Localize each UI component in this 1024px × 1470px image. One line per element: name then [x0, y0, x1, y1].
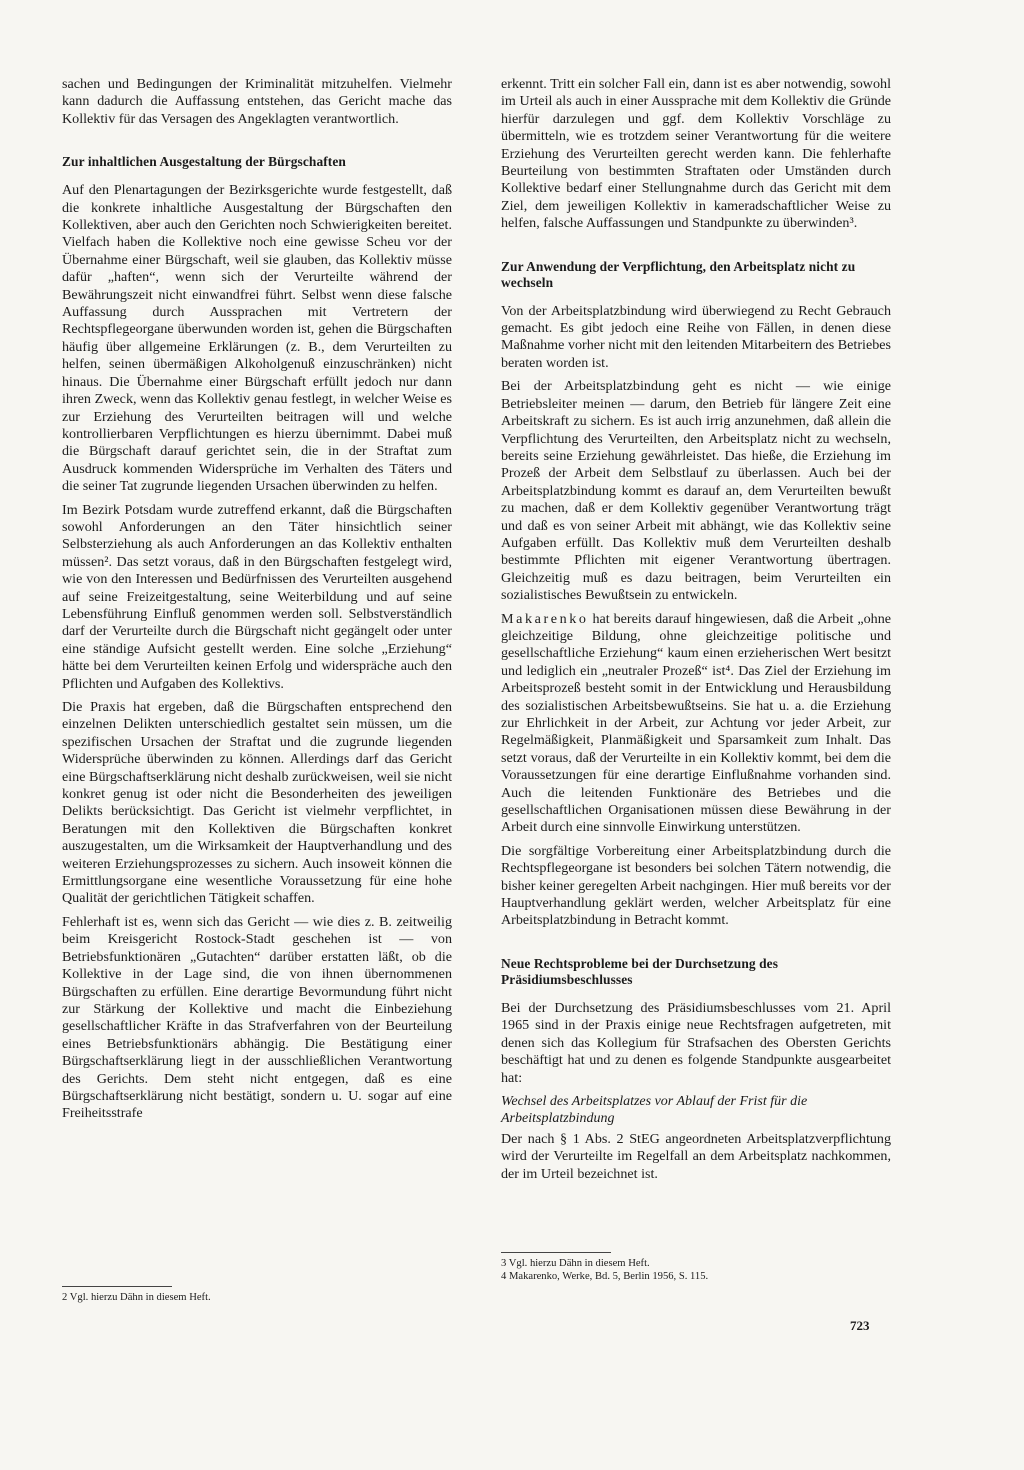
- author-name: Makarenko: [501, 610, 589, 627]
- page-number: 723: [850, 1318, 870, 1333]
- footnote: 2 Vgl. hierzu Dähn in diesem Heft.: [62, 1292, 211, 1303]
- sub-heading: Wechsel des Arbeitsplatzes vor Ablauf der Frist für die Arbeitsplatzbindung: [501, 1093, 808, 1126]
- paragraph: Von der Arbeitsplatzbindung wird überwiegend zu Recht Gebrauch gemacht. Es gibt jedoch eine Reihe von Fällen, in denen diese Maßnahme vorher nicht mit den leitenden Mitarbeitern des Betriebes beraten worden ist.: [501, 302, 891, 371]
- paragraph: Auf den Plenartagungen der Bezirksgerichte wurde festgestellt, daß die konkrete inhaltliche Ausgestaltung der Bürgschaften den Kollektiven, aber auch den Gerichten noch Schwierigkeiten bereitet. Vielfach haben die Kollektive noch eine gewisse Scheu vor der Übernahme einer Bürgschaft, weil sie glauben, das Kollektiv müsse dafür „haften“, wenn sich der Verurteilte während der Bewährungszeit nicht einwandfrei führt. Selbst wenn diese falsche Auffassung durch Aussprachen mit Vertretern der Rechtspflegeorgane überwunden worden ist, gehen die Bürgschaften häufig über allgemeine Erklärungen (z. B., dem Verurteilten zu helfen, seinen übermäßigen Alkoholgenuß einzuschränken) nicht hinaus. Die Übernahme einer Bürgschaft erfüllt jedoch nur dann ihren Zweck, wenn das Kollektiv genau festlegt, in welcher Weise es zur Erziehung des Verurteilten beitragen will und welche kontrollierbaren Verpflichtungen es hierzu übernimmt. Dabei muß die Bürgschaft darauf gerichtet sein, die in der Straftat zum Ausdruck kommenden Widersprüche im Verhalten des Täters und die seiner Tat zugrunde liegenden Ursachen überwinden zu helfen.: [62, 182, 452, 495]
- footnote: 4 Makarenko, Werke, Bd. 5, Berlin 1956, S. 115.: [501, 1271, 709, 1282]
- paragraph: Bei der Durchsetzung des Präsidiumsbeschlusses vom 21. April 1965 sind in der Praxis einige neue Rechtsfragen aufgetreten, mit denen sich das Kollegium für Strafsachen des Obersten Gerichts beschäftigt hat und zu denen es folgende Standpunkte ausgearbeitet hat:: [501, 999, 891, 1086]
- paragraph: Bei der Arbeitsplatzbindung geht es nicht — wie einige Betriebsleiter meinen — darum, den Betrieb für längere Zeit eine Arbeitskraft zu sichern. Es ist auch irrig anzunehmen, daß allein die Verpflichtung des Verurteilten, den Arbeitsplatz nicht zu wechseln, bereits seine Erziehung gewährleistet. Das hieße, die Erziehung im Prozeß der Arbeit dem Selbstlauf zu überlassen. Auch bei der Arbeitsplatzbindung kommt es darauf an, dem Verurteilten bewußt zu machen, daß er dem Kollektiv gegenüber Verantwortung trägt und daß es von seiner Arbeit mit abhängt, wie das Kollektiv seine Aufgaben erfüllt. Das Kollektiv muß dem Verurteilten deshalb bestimmte Pflichten mit eigener Verantwortung übertragen. Gleichzeitig muß es dazu beitragen, beim Verurteilten ein sozialistisches Bewußtsein zu entwickeln.: [501, 378, 891, 604]
- paragraph: Die Praxis hat ergeben, daß die Bürgschaften entsprechend den einzelnen Delikten unterschiedlich gestaltet sein müssen, um die spezifischen Ursachen der Straftat und die zugrunde liegenden Widersprüche überwinden zu können. Allerdings darf das Gericht eine Bürgschaftserklärung nicht deshalb zurückweisen, weil sie nicht konkret genug ist oder nicht die Besonderheiten des jeweiligen Delikts berücksichtigt. Das Gericht ist vielmehr verpflichtet, in Beratungen mit den Kollektiven die Bürgschaften konkret auszugestalten, um die Wirksamkeit der Hauptverhandlung und des weiteren Erziehungsprozesses zu sichern. Auch insoweit können die Ermittlungsorgane eine wesentliche Voraussetzung für eine hohe Qualität der gerichtlichen Tätigkeit schaffen.: [62, 699, 452, 907]
- footnote-rule: [62, 1286, 172, 1287]
- right-column: [501, 76, 891, 1189]
- paragraph: Im Bezirk Potsdam wurde zutreffend erkannt, daß die Bürgschaften sowohl Anforderungen an den Täter hinsichtlich seiner Selbsterziehung als auch Anforderungen an das Kollektiv enthalten müssen². Das setzt voraus, daß in den Bürgschaften festgelegt wird, wie von den Interessen und Bedürfnissen des Verurteilten ausgehend auf seine Freizeitgestaltung, seine Weiterbildung und auf seine Lebensführung Einfluß genommen werden soll. Selbstverständlich darf der Verurteilte durch die Bürgschaft nicht gegängelt oder unter eine ständige Aufsicht gestellt werden. Eine solche „Erziehung“ hätte bei dem Verurteilten keinen Erfolg und widerspräche auch den Pflichten und Aufgaben des Kollektivs.: [62, 501, 452, 692]
- section-heading: Zur inhaltlichen Ausgestaltung der Bürgschaften: [62, 154, 346, 170]
- paragraph: erkennt. Tritt ein solcher Fall ein, dann ist es aber notwendig, sowohl im Urteil als auch in einer Aussprache mit dem Kollektiv die Gründe hierfür darzulegen und ggf. dem Kollektiv Vorschläge zu übermitteln, wie es trotzdem seiner Verantwortung für die weitere Erziehung des Verurteilten gerecht werden kann. Die fehlerhafte Beurteilung von bestimmten Straftaten oder Umständen durch Kollektive bedarf einer Stellungnahme durch das Gericht mit dem Ziel, dem jeweiligen Kollektiv in kameradschaftlicher Weise zu helfen, falsche Auffassungen und Standpunkte zu überwinden³.: [501, 76, 891, 232]
- paragraph: Fehlerhaft ist es, wenn sich das Gericht — wie dies z. B. zeitweilig beim Kreisgericht Rostock-Stadt geschehen ist — von Betriebsfunktionären „Gutachten“ darüber erstatten läßt, ob die Kollektive in der Lage sind, die von ihnen übernommenen Bürgschaften zu erfüllen. Eine derartige Bevormundung führt nicht zur Stärkung der Kollektive und macht die Einbeziehung gesellschaftlicher Kräfte in das Strafverfahren von der Beurteilung eines Betriebsfunktionärs abhängig. Die Bestätigung einer Bürgschaftserklärung liegt in der ausschließlichen Verantwortung des Gerichts. Dem steht nicht entgegen, daß es eine Bürgschaftserklärung nicht bestätigt, sondern u. U. sogar auf eine Freiheitsstrafe: [62, 913, 452, 1122]
- footnotes-left: [62, 1286, 452, 1304]
- footnote-rule: [501, 1252, 611, 1253]
- footnote: 3 Vgl. hierzu Dähn in diesem Heft.: [501, 1258, 650, 1269]
- paragraph: Der nach § 1 Abs. 2 StEG angeordneten Arbeitsplatzverpflichtung wird der Verurteilte im Regelfall an dem Arbeitsplatz nachkommen, der im Urteil bezeichnet ist.: [501, 1130, 891, 1182]
- paragraph-text: hat bereits darauf hingewiesen, daß die Arbeit „ohne gleichzeitige Bildung, ohne gleichzeitige politische und gesellschaftliche Erziehung“ kaum einen erzieherischen Wert besitzt und lediglich ein „neutraler Prozeß“ ist⁴. Das Ziel der Erziehung im Arbeitsprozeß besteht somit in der Entwicklung und Herausbildung des sozialistischen Arbeitsbewußtseins. Sie hat u. a. die Erziehung zur Ehrlichkeit in der Arbeit, zur Achtung vor jeder Arbeit, zur Regelmäßigkeit, Planmäßigkeit und Sparsamkeit zum Inhalt. Das setzt voraus, daß der Verurteilte in ein Kollektiv kommt, bei dem die Voraussetzungen für eine derartige Einflußnahme vorhanden sind. Auch die leitenden Funktionäre des Betriebes und die gesellschaftlichen Organisationen müssen diese Bewährung in der Arbeit durch eine sinnvolle Einwirkung unterstützen.: [501, 610, 891, 836]
- paragraph: Die sorgfältige Vorbereitung einer Arbeitsplatzbindung durch die Rechtspflegeorgane ist besonders bei solchen Tätern notwendig, die bisher keiner geregelten Arbeit nachgingen. Hier muß bereits vor der Hauptverhandlung geklärt werden, welcher Arbeitsplatz für eine Arbeitsplatzbindung in Betracht kommt.: [501, 842, 891, 929]
- paragraph: [501, 611, 891, 837]
- footnotes-right: [501, 1252, 891, 1283]
- left-column: [62, 76, 452, 1129]
- section-heading: Zur Anwendung der Verpflichtung, den Arbeitsplatz nicht zu wechseln: [501, 258, 856, 290]
- paragraph: sachen und Bedingungen der Kriminalität mitzuhelfen. Vielmehr kann dadurch die Auffassung entstehen, das Gericht mache das Kollektiv für das Versagen des Angeklagten verantwortlich.: [62, 76, 452, 127]
- section-heading: Neue Rechtsprobleme bei der Durchsetzung des Präsidiumsbeschlusses: [501, 955, 779, 987]
